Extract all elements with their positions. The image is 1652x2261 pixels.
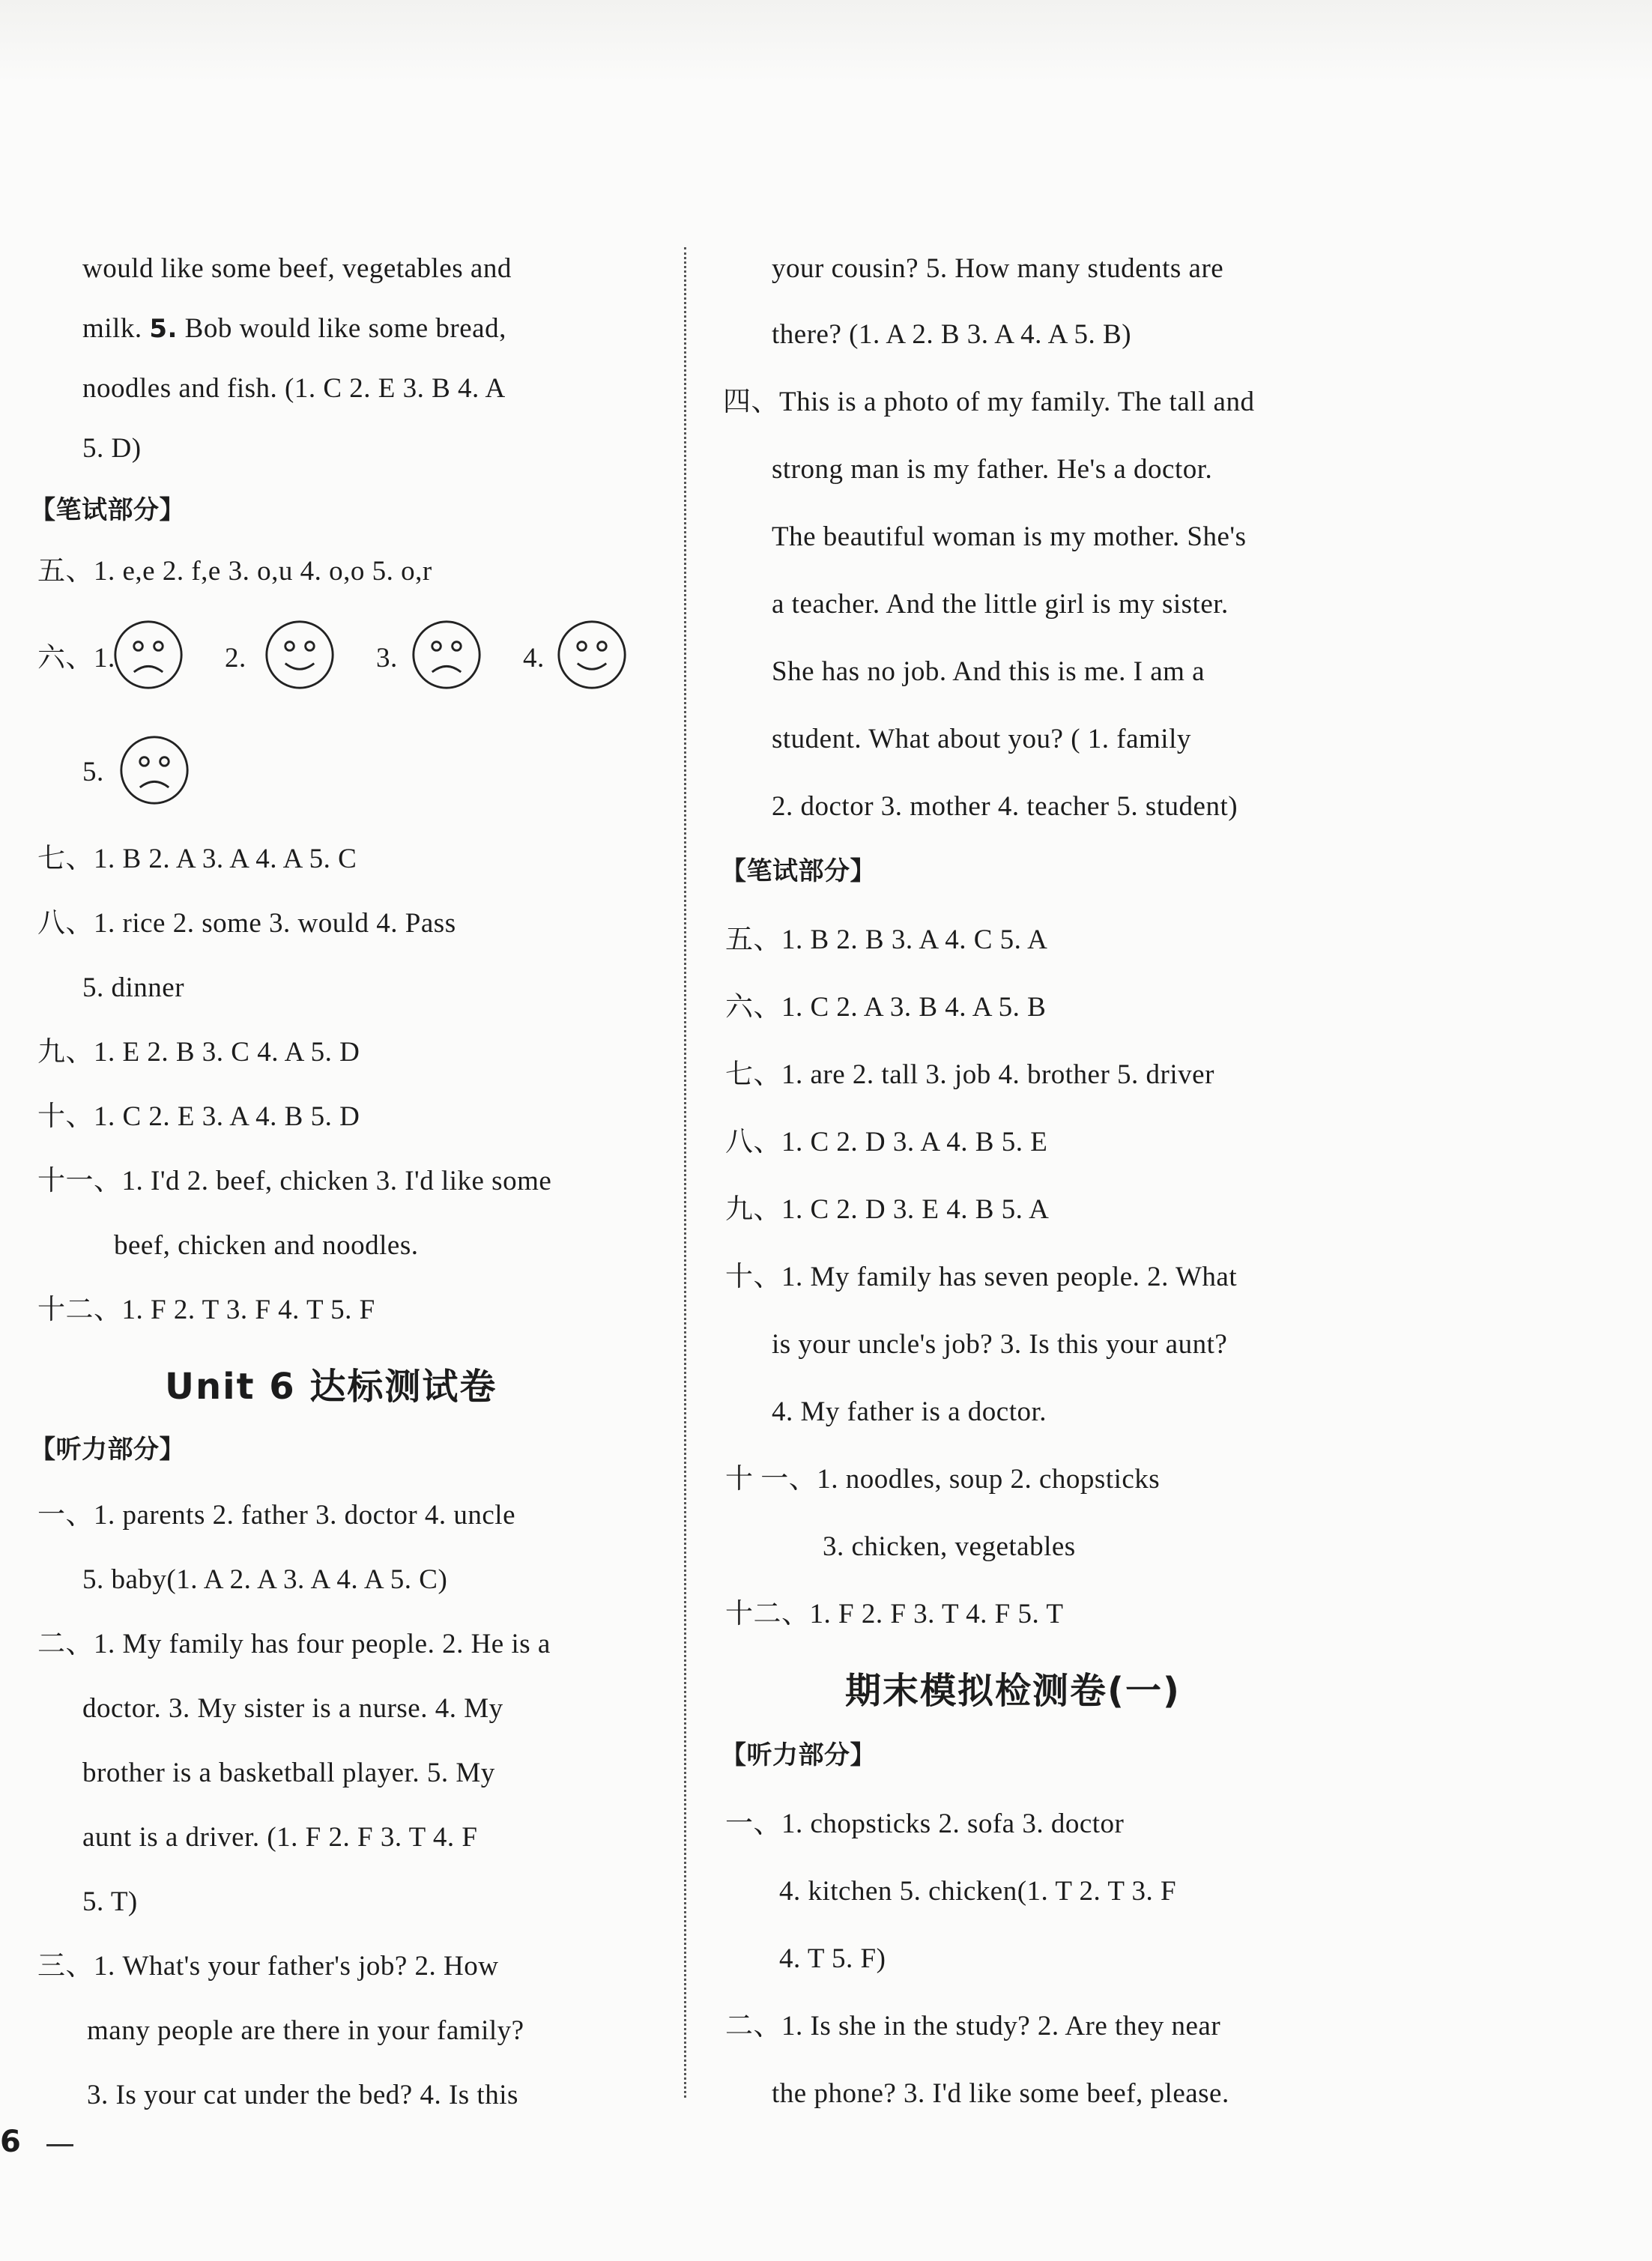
left-line-4: 5. D) (82, 433, 142, 464)
r-q12-answers: 十二、1. F 2. F 3. T 4. F 5. T (725, 1599, 1064, 1629)
left-line-2 (82, 315, 506, 342)
r-q9-answers: 九、1. C 2. D 3. E 4. B 5. A (725, 1194, 1050, 1225)
q4-passage-line-7: 2. doctor 3. mother 4. teacher 5. student) (772, 791, 1238, 822)
u6-q2-line-4: aunt is a driver. (1. F 2. F 3. T 4. F (82, 1822, 478, 1853)
left-line-3: noodles and fish. (1. C 2. E 3. B 4. A (82, 373, 506, 404)
q5-answers: 五、1. e,e 2. f,e 3. o,u 4. o,o 5. o,r (37, 556, 432, 587)
left-line-2-a: milk. (82, 313, 150, 344)
f-q1-line-2: 4. kitchen 5. chicken(1. T 2. T 3. F (779, 1876, 1177, 1907)
r-q6-answers: 六、1. C 2. A 3. B 4. A 5. B (725, 992, 1047, 1023)
u6-q3-line-3: 3. Is your cat under the bed? 4. Is this (87, 2080, 518, 2110)
sad-face-icon (118, 734, 190, 806)
happy-face-icon (264, 619, 336, 691)
u6-q1-answers: 一、1. parents 2. father 3. doctor 4. uncle (37, 1500, 516, 1531)
q4-passage-line-3: The beautiful woman is my mother. She's (772, 521, 1247, 552)
q4-passage-line-1: 四、This is a photo of my family. The tall and (723, 387, 1255, 417)
r-q11-line-1: 十 一、1. noodles, soup 2. chopsticks (725, 1464, 1161, 1495)
q9-answers: 九、1. E 2. B 3. C 4. A 5. D (37, 1037, 360, 1068)
q4-passage-line-6: student. What about you? ( 1. family (772, 724, 1191, 754)
u6-q3-line-2: many people are there in your family? (87, 2015, 524, 2046)
f-q1-line-1: 一、1. chopsticks 2. sofa 3. doctor (725, 1809, 1125, 1839)
r-q10-line-2: is your uncle's job? 3. Is this your aunt? (772, 1329, 1228, 1360)
q6-label-4: 4. (523, 643, 545, 674)
scan-top-shade (0, 0, 1652, 82)
q12-answers: 十二、1. F 2. T 3. F 4. T 5. F (37, 1295, 375, 1325)
right-line-2: there? (1. A 2. B 3. A 4. A 5. B) (772, 319, 1132, 350)
final-exam-title: 期末模拟检测卷(一) (845, 1670, 1181, 1712)
left-line-2-b: Bob would like some bread, (177, 313, 506, 344)
column-divider (684, 247, 686, 2098)
f-q2-line-2: the phone? 3. I'd like some beef, please. (772, 2078, 1229, 2109)
q8-answers-cont: 5. dinner (82, 972, 185, 1003)
right-line-1: your cousin? 5. How many students are (772, 253, 1224, 284)
sad-face-icon (112, 619, 184, 691)
u6-q2-line-2: doctor. 3. My sister is a nurse. 4. My (82, 1693, 503, 1724)
q7-answers: 七、1. B 2. A 3. A 4. A 5. C (37, 844, 357, 874)
left-line-1: would like some beef, vegetables and (82, 253, 512, 284)
q11-answers: 十一、1. I'd 2. beef, chicken 3. I'd like some (37, 1166, 552, 1196)
u6-q3-line-1: 三、1. What's your father's job? 2. How (37, 1951, 499, 1982)
f-q2-line-1: 二、1. Is she in the study? 2. Are they near (725, 2011, 1221, 2041)
q11-answers-cont: beef, chicken and noodles. (114, 1230, 419, 1261)
sad-face-icon (411, 619, 482, 691)
happy-face-icon (556, 619, 628, 691)
u6-q1-answers-cont: 5. baby(1. A 2. A 3. A 4. A 5. C) (82, 1564, 448, 1595)
u6-q2-line-1: 二、1. My family has four people. 2. He is a (37, 1629, 551, 1659)
q6-label-5: 5. (82, 757, 104, 787)
unit6-title: Unit 6 达标测试卷 (165, 1366, 497, 1408)
page-number: 6 (0, 2125, 21, 2159)
r-q5-answers: 五、1. B 2. B 3. A 4. C 5. A (725, 924, 1048, 955)
r-q7-answers: 七、1. are 2. tall 3. job 4. brother 5. driver (725, 1059, 1214, 1090)
q4-passage-line-5: She has no job. And this is me. I am a (772, 656, 1205, 687)
u6-q2-line-3: brother is a basketball player. 5. My (82, 1758, 495, 1788)
left-line-2-num: 5. (149, 314, 178, 344)
r-q8-answers: 八、1. C 2. D 3. A 4. B 5. E (725, 1127, 1048, 1157)
f-q1-line-3: 4. T 5. F) (779, 1943, 886, 1974)
page-number-dash (46, 2144, 73, 2146)
r-q10-line-1: 十、1. My family has seven people. 2. What (725, 1262, 1238, 1292)
q8-answers: 八、1. rice 2. some 3. would 4. Pass (37, 908, 456, 939)
q4-passage-line-4: a teacher. And the little girl is my sister. (772, 589, 1229, 620)
q6-label-2: 2. (225, 643, 246, 674)
q4-passage-line-2: strong man is my father. He's a doctor. (772, 454, 1213, 485)
listening-section-header: 【听力部分】 (30, 1435, 185, 1465)
q10-answers: 十、1. C 2. E 3. A 4. B 5. D (37, 1101, 360, 1132)
listening-section-header-right: 【听力部分】 (721, 1740, 876, 1770)
r-q11-line-2: 3. chicken, vegetables (823, 1531, 1076, 1562)
u6-q2-line-5: 5. T) (82, 1886, 138, 1917)
q6-label-3: 3. (376, 643, 398, 674)
written-section-header: 【笔试部分】 (30, 495, 185, 525)
written-section-header-right: 【笔试部分】 (721, 856, 876, 886)
q6-label-1: 六、1. (37, 643, 115, 674)
r-q10-line-3: 4. My father is a doctor. (772, 1396, 1047, 1427)
